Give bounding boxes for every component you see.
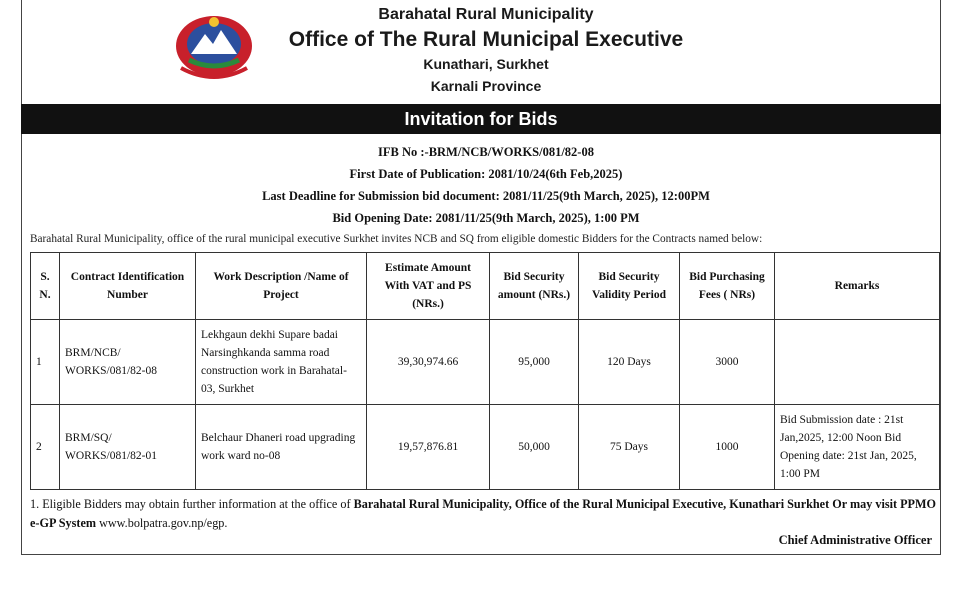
cell-description: Lekhgaun dekhi Supare badai Narsinghkanda samma road construction work in Barahatal-03, Surkhet [196,320,367,405]
cell-description: Belchaur Dhaneri road upgrading work ward no-08 [196,405,367,490]
cell-validity: 75 Days [579,405,680,490]
cell-sn: 2 [31,405,60,490]
office-name: Office of The Rural Municipal Executive [288,28,684,51]
province-name: Karnali Province [430,78,542,94]
first-publication-date: First Date of Publication: 2081/10/24(6th Feb,2025) [349,167,623,181]
bid-opening-date: Bid Opening Date: 2081/11/25(9th March, 2025), 1:00 PM [332,211,640,225]
column-header: Remarks [775,253,940,320]
footnote-text: 1. Eligible Bidders may obtain further information at the office of [30,497,354,511]
table-header-row [31,253,940,320]
cell-fees: 1000 [680,405,775,490]
cell-estimate: 39,30,974.66 [367,320,490,405]
column-header: Estimate Amount With VAT and PS (NRs.) [367,253,490,320]
table-row [31,320,940,405]
column-header: Bid Purchasing Fees ( NRs) [680,253,775,320]
office-location: Kunathari, Surkhet [423,56,549,72]
footnote-url: www.bolpatra.gov.np/egp. [96,516,228,530]
bids-table [30,252,940,490]
column-header: Bid Security Validity Period [579,253,680,320]
cell-validity: 120 Days [579,320,680,405]
signature-title: Chief Administrative Officer [778,533,932,547]
column-header: Contract Identification Number [60,253,196,320]
column-header: Bid Security amount (NRs.) [490,253,579,320]
cell-security: 95,000 [490,320,579,405]
cell-contract: BRM/NCB/ WORKS/081/82-08 [60,320,196,405]
column-header: Work Description /Name of Project [196,253,367,320]
cell-estimate: 19,57,876.81 [367,405,490,490]
cell-remarks [775,320,940,405]
cell-security: 50,000 [490,405,579,490]
ifb-number: IFB No :-BRM/NCB/WORKS/081/82-08 [378,145,594,159]
column-header: S. N. [31,253,60,320]
cell-fees: 3000 [680,320,775,405]
submission-deadline: Last Deadline for Submission bid document: 2081/11/25(9th March, 2025), 12:00PM [262,189,710,203]
notice-title-banner: Invitation for Bids [21,104,941,134]
footnote [30,495,936,533]
intro-paragraph: Barahatal Rural Municipality, office of the rural municipal executive Surkhet invites NCB and SQ from eligible domestic Bidders for the Contracts named below: [30,233,763,245]
footnote-office: Barahatal Rural Municipality, Office of the Rural Municipal Executive, Kunathari Surkhet Or may visit PPMO e-GP System [30,497,936,530]
cell-contract: BRM/SQ/ WORKS/081/82-01 [60,405,196,490]
table-row [31,405,940,490]
cell-sn: 1 [31,320,60,405]
cell-remarks: Bid Submission date : 21st Jan,2025, 12:00 Noon Bid Opening date: 21st Jan, 2025, 1:00 PM [775,405,940,490]
municipality-name: Barahatal Rural Municipality [378,6,594,23]
